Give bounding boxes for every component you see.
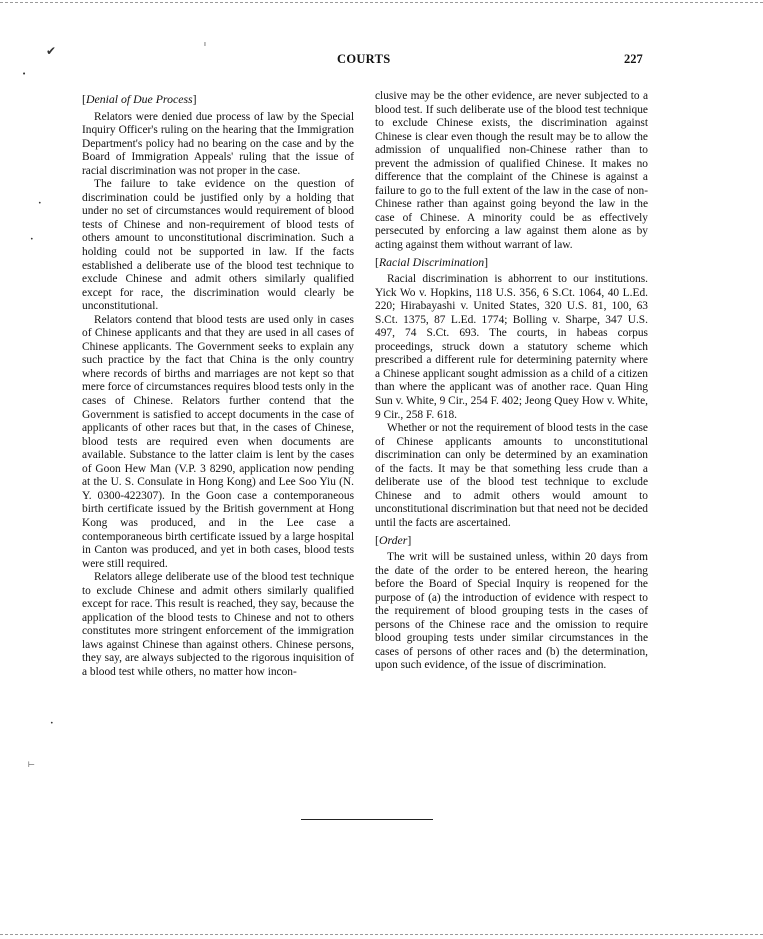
paragraph: The writ will be sustained unless, within 20 days from the date of the order to be entered hereon, the hearing before the Board of Special Inquiry is reopened for the purpose of (a) the introduction of evidence with respect to the requirement of blood grouping tests in the cases of persons of the Chinese race and the omission to require blood grouping tests under similar circumstances in the cases of persons of other races and (b) the determination, upon such evidence, of the issue of discrimination.	[375, 551, 648, 672]
scan-speck-mark: •	[50, 720, 54, 727]
paragraph: Relators were denied due process of law by the Special Inquiry Officer's ruling on the hearing that the Immigration Department's policy had no bearing on the case and by the Board of Immigration Appeals' ruling that the issue of racial discrimination was not proper in the case.	[82, 110, 354, 177]
paragraph-continued: clusive may be the other evidence, are never subjected to a blood test. If such deliberate use of the blood test technique to exclude Chinese exists, the discrimination against Chinese is clear even though the result may be to allow the admission of unqualified non-Chinese rather than to prevent the admission of qualified Chinese. It makes no difference that the complaint of the Chinese is against a failure to go to the full extent of the law in the case of non-Chinese rather than against going beyond the law in the case of Chinese. A minority could be as effectively persecuted by enforcing a law against them alone as by acting against them without warrant of law.	[375, 90, 648, 252]
page-number: 227	[624, 52, 643, 66]
section-heading-racial-discrimination: [Racial Discrimination]	[375, 254, 489, 269]
scan-speck-mark: ✔	[46, 44, 57, 58]
right-column	[375, 90, 648, 673]
section-heading-denial-of-due-process: [Denial of Due Process]	[82, 92, 197, 106]
top-edge-scan-line	[0, 2, 763, 3]
left-column	[82, 90, 354, 680]
paragraph: Whether or not the requirement of blood tests in the case of Chinese applicants amounts to unconstitutional discrimination can only be determined by an examination of the facts. It may be that something less crude than a deliberate use of the blood test technique to exclude Chinese and to admit others would amount to unconstitutional discrimination but that need not be decided until the facts are ascertained.	[375, 422, 648, 529]
scan-speck-mark: •	[30, 236, 34, 243]
paragraph: Relators contend that blood tests are used only in cases of Chinese applicants and that they are used in all cases of Chinese applicants. The Government seeks to explain any such practice by the fact that China is the only country where records of births and marriages are not kept so that mere force of circumstances requires blood tests only in the cases of Chinese. Relators further contend that the Government is satisfied to accept documents in the case of applicants of other races but that, in the cases of Chinese, blood tests are required even when documents are available. Substance to the latter claim is lent by the cases of Goon Hew Man (V.P. 3 8290, application now pending at the U. S. Consulate in Hong Kong) and Lee Soo Yiu (N. Y. 0300-422307). In the Goon case a contemporaneous birth certificate issued by the British government at Hong Kong was produced, and in the Lee case a contemporaneous birth certificate issued by a large hospital in Canton was produced, and yet in both cases, blood tests were still required.	[82, 313, 354, 570]
scan-speck-mark: •	[22, 70, 27, 78]
paragraph: Relators allege deliberate use of the blood test technique to exclude Chinese and admit others similarly qualified except for race. This result is reached, they say, because the application of the blood tests to Chinese and not to others constitutes more stringent enforcement of the immigration laws against Chinese than against others. Chinese persons, they say, are always subjected to the rigorous inquisition of a blood test while others, no matter how incon-	[82, 571, 354, 678]
end-of-opinion-rule	[301, 819, 433, 820]
scan-speck-mark: ı	[204, 40, 206, 48]
section-heading-order: [Order]	[375, 532, 412, 547]
scan-speck-mark: •	[38, 200, 42, 207]
paragraph: The failure to take evidence on the question of discrimination could be justified only by a holding that under no set of circumstances would requirement of blood tests of Chinese and non-requirement of blood tests of others amount to unconstitutional discrimination. Such a holding could not be supported in law. If the facts established a deliberate use of the blood test technique to exclude Chinese and admit others similarly qualified except for race, the discrimination would clearly be unconstitutional.	[82, 178, 354, 313]
scan-speck-mark: ⊢	[28, 760, 35, 769]
section-heading-text: Denial of Due Process	[85, 92, 193, 106]
bottom-edge-scan-line	[0, 934, 763, 935]
section-heading-text: Racial Discrimination	[378, 254, 485, 269]
section-heading-text: Order	[378, 532, 408, 547]
running-head: COURTS	[337, 52, 391, 66]
paragraph: Racial discrimination is abhorrent to our institutions. Yick Wo v. Hopkins, 118 U.S. 356, 6 S.Ct. 1064, 40 L.Ed. 220; Hirabayashi v. United States, 320 U.S. 81, 100, 63 S.Ct. 1375, 87 L.Ed. 1774; Bolling v. Sharpe, 347 U.S. 497, 74 S.Ct. 693. The courts, in habeas corpus proceedings, struck down a statutory scheme which prescribed a different rule for determining paternity where a Chinese applicant sought admission as a child of a citizen than where the applicant was of another race. Quan Hing Sun v. White, 9 Cir., 254 F. 402; Jeong Quey How v. White, 9 Cir., 258 F. 618.	[375, 273, 648, 421]
